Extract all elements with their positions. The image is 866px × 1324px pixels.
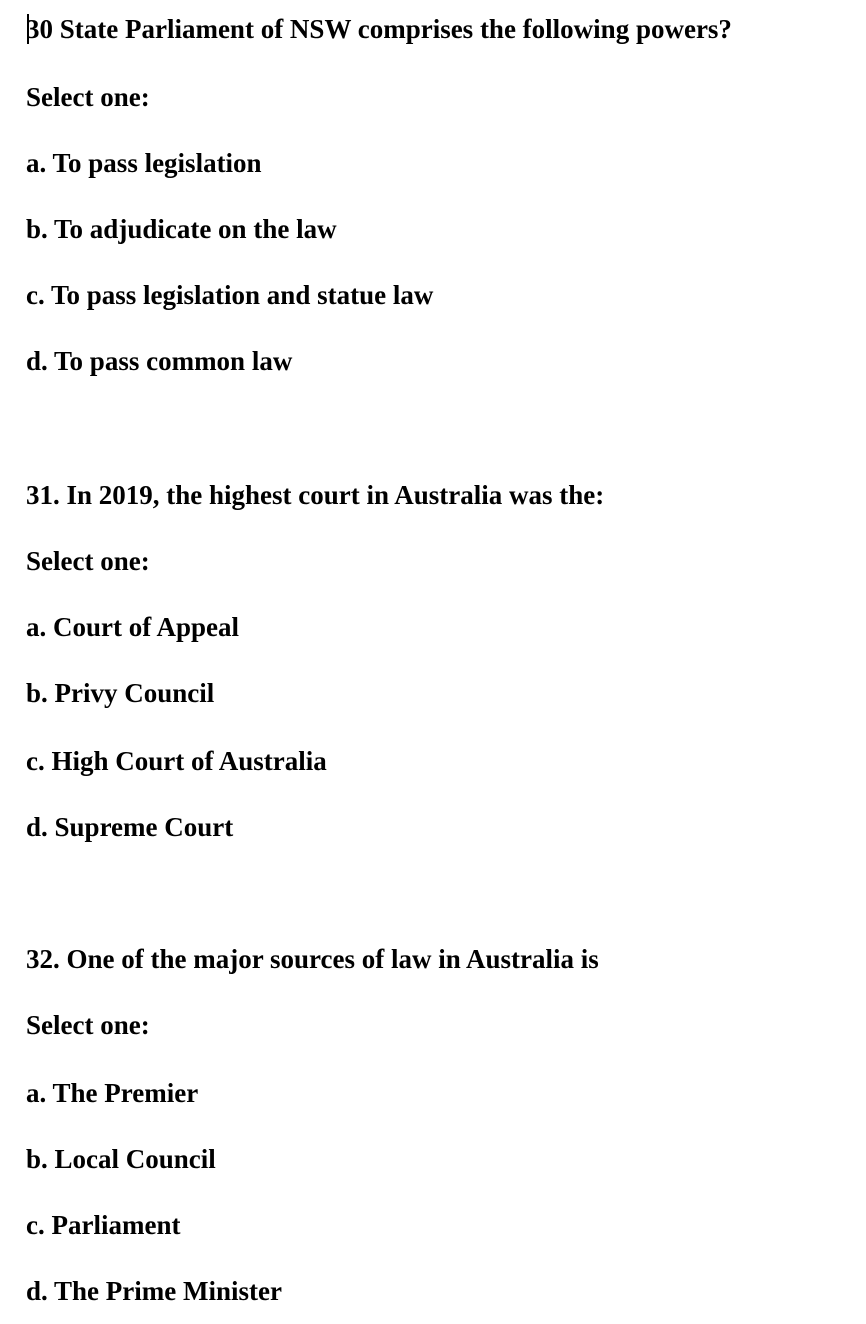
question-31-text: 31. In 2019, the highest court in Australia was the: (26, 480, 605, 510)
question-30-prompt: Select one: (26, 82, 150, 112)
question-30-option-b: b. To adjudicate on the law (26, 214, 337, 244)
question-30-option-a: a. To pass legislation (26, 148, 262, 178)
question-32-text: 32. One of the major sources of law in Australia is (26, 944, 599, 974)
question-30-option-d: d. To pass common law (26, 346, 293, 376)
question-32-option-d: d. The Prime Minister (26, 1276, 282, 1306)
question-31-option-b: b. Privy Council (26, 678, 215, 708)
question-32-option-a: a. The Premier (26, 1078, 199, 1108)
question-31-option-a: a. Court of Appeal (26, 612, 240, 642)
question-31-option-c: c. High Court of Australia (26, 746, 327, 776)
question-30-text: 30 State Parliament of NSW comprises the following powers? (26, 14, 732, 44)
question-31-prompt: Select one: (26, 546, 150, 576)
question-32-prompt: Select one: (26, 1010, 150, 1040)
question-32-option-b: b. Local Council (26, 1144, 216, 1174)
question-31-option-d: d. Supreme Court (26, 812, 234, 842)
question-30-option-c: c. To pass legislation and statue law (26, 280, 434, 310)
question-32-option-c: c. Parliament (26, 1210, 181, 1240)
